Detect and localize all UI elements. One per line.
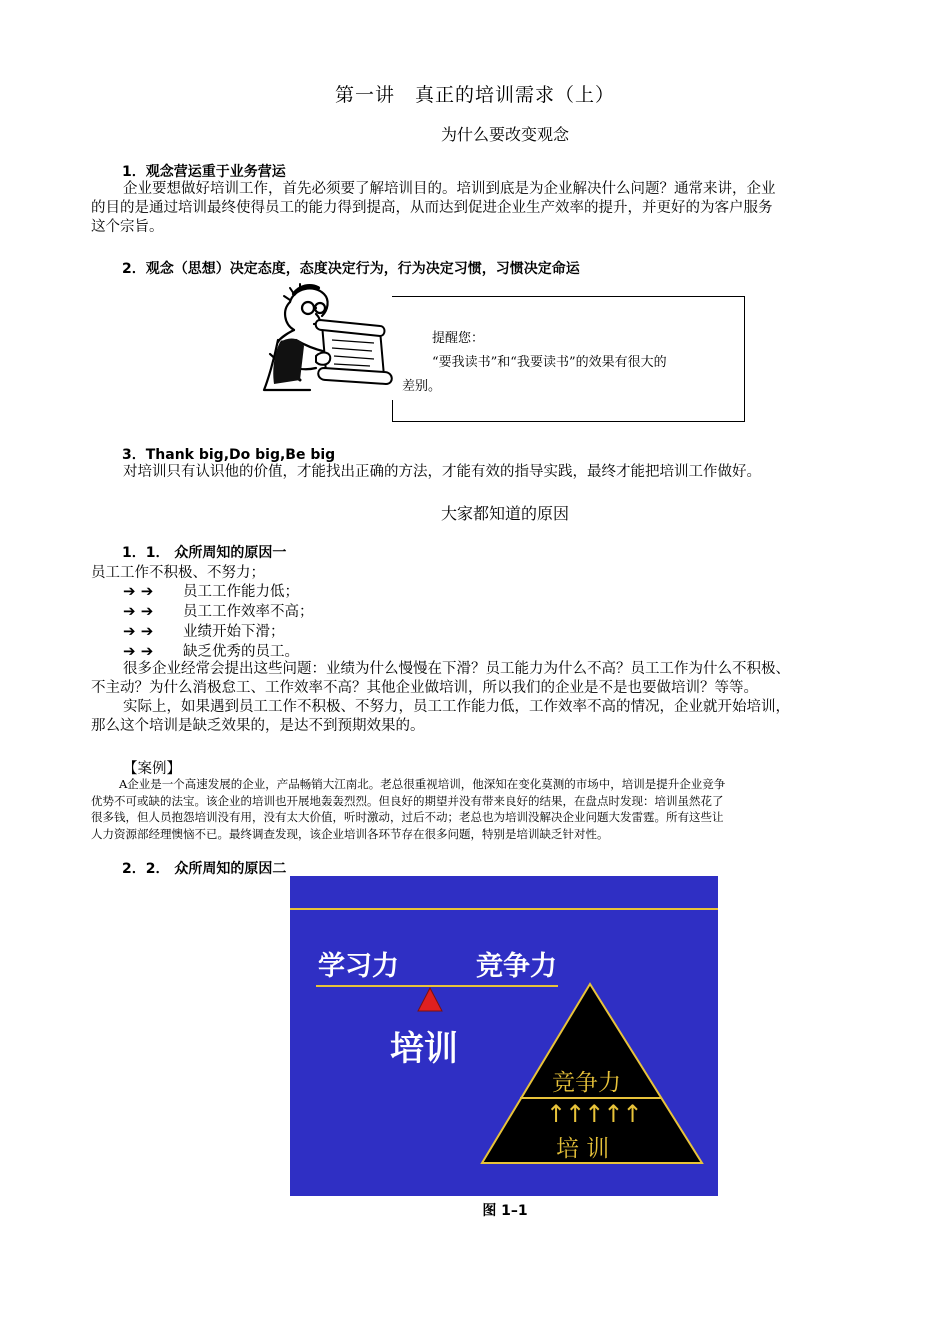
- paragraph-4b-line: 实际上，如果遇到员工工作不积极、不努力，员工工作能力低，工作效率不高的情况，企业就开始培训，: [123, 699, 790, 715]
- case-line: A企业是一个高速发展的企业，产品畅销大江南北。老总很重视培训，他深知在变化莫测的市场中，培训是提升企业竞争: [119, 777, 726, 791]
- arrow-right-icon: ➔ ➔: [123, 582, 154, 600]
- paragraph-1-line: 的目的是通过培训最终使得员工的能力得到提高，从而达到促进企业生产效率的提升，并更好的为客户服务: [91, 200, 773, 216]
- list-item: ➔ ➔ 员工工作效率不高；: [123, 602, 314, 620]
- figure-caption: 图 1–1: [482, 1203, 528, 1219]
- heading-2: 2．观念（思想）决定态度，态度决定行为，行为决定习惯，习惯决定命运: [122, 261, 580, 277]
- section-title-change-mindset: 为什么要改变观念: [440, 125, 569, 144]
- paragraph-4a-line: 不主动？为什么消极怠工、工作效率不高？其他企业做培训，所以我们的企业是不是也要做培训？等等。: [91, 680, 758, 696]
- paragraph-4a-line: 很多企业经常会提出这些问题：业绩为什么慢慢在下滑？员工能力为什么不高？员工工作为什么不积极、: [123, 661, 790, 677]
- paragraph-3: [91, 463, 891, 482]
- figure-label-competition: 竞争力: [476, 951, 557, 982]
- paragraph-4a: [91, 660, 891, 698]
- paragraph-4b: [91, 698, 891, 736]
- heading-4: 1．1． 众所周知的原因一: [122, 545, 287, 561]
- up-arrows-icon: ↑↑↑↑↑: [546, 1100, 642, 1128]
- case-label: 【案例】: [123, 761, 181, 777]
- case-text: [91, 776, 891, 842]
- list-item: ➔ ➔ 缺乏优秀的员工。: [123, 642, 299, 660]
- figure-label-learning: 学习力: [318, 951, 399, 982]
- section-title-known-reasons: 大家都知道的原因: [440, 504, 569, 523]
- callout-line-1: 提醒您：: [432, 331, 485, 346]
- figure-graphic: [290, 876, 718, 1196]
- case-line: 优势不可或缺的法宝。该企业的培训也开展地轰轰烈烈。但良好的期望并没有带来良好的结果，在盘点时发现：培训虽然花了: [91, 793, 724, 808]
- list-item: ➔ ➔ 业绩开始下滑；: [123, 622, 285, 640]
- arrow-right-icon: ➔ ➔: [123, 602, 154, 620]
- callout-bottom-border: [392, 421, 745, 422]
- case-line: 人力资源部经理懊恼不已。最终调查发现，该企业培训各环节存在很多问题，特别是培训缺乏针对性。: [91, 826, 609, 841]
- callout-left-border: [392, 400, 393, 422]
- callout-line-2: “要我读书”和“我要读书”的效果有很大的: [432, 355, 667, 370]
- pyramid-top-label: 竞争力: [552, 1070, 621, 1096]
- paragraph-3-line: 对培训只有认识他的价值，才能找出正确的方法，才能有效的指导实践，最终才能把培训工作做好。: [123, 464, 761, 480]
- paragraph-1-line: 企业要想做好培训工作，首先必须要了解培训目的。培训到底是为企业解决什么问题？通常来讲，企业: [123, 181, 776, 197]
- reason-intro: 员工工作不积极、不努力；: [91, 565, 265, 581]
- page-title: 第一讲 真正的培训需求（上）: [334, 84, 615, 106]
- fulcrum-triangle-icon: [418, 988, 442, 1011]
- paragraph-1: [91, 180, 891, 237]
- paragraph-4b-line: 那么这个培训是缺乏效果的，是达不到预期效果的。: [91, 718, 425, 734]
- arrow-right-icon: ➔ ➔: [123, 622, 154, 640]
- list-item: ➔ ➔ 员工工作能力低；: [123, 582, 299, 600]
- pyramid-bottom-label: 培 训: [556, 1136, 610, 1162]
- arrow-right-icon: ➔ ➔: [123, 642, 154, 660]
- case-line: 很多钱，但人员抱怨培训没有用，没有太大价值，听时激动，过后不动；老总也为培训没解决企业问题大发雷霆。所有这些让: [91, 810, 724, 824]
- heading-1: 1．观念营运重于业务营运: [122, 164, 286, 180]
- figure-label-training: 培训: [390, 1029, 458, 1069]
- heading-5: 2．2． 众所周知的原因二: [122, 861, 287, 877]
- cartoon-man-reading-icon: [260, 280, 400, 395]
- callout-line-3: 差别。: [402, 379, 442, 394]
- figure-training-competitiveness: [290, 876, 718, 1196]
- paragraph-1-line: 这个宗旨。: [91, 219, 164, 235]
- heading-3: 3．Thank big,Do big,Be big: [122, 447, 336, 463]
- reminder-callout: [392, 296, 745, 422]
